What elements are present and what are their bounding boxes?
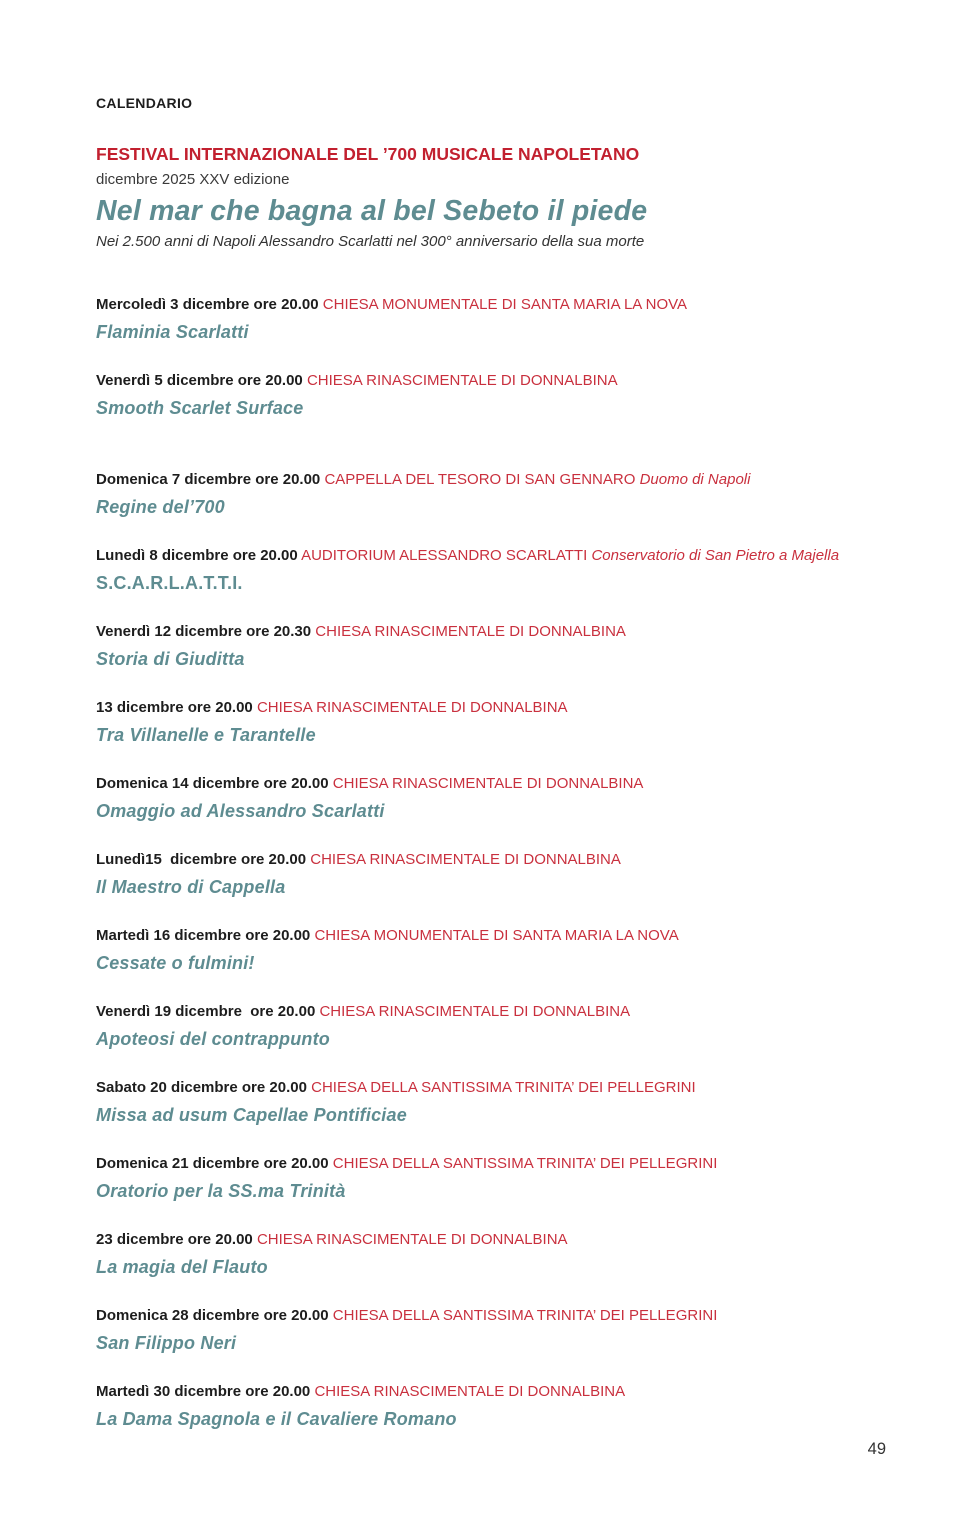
event-venue: CHIESA RINASCIMENTALE DI DONNALBINA	[315, 623, 626, 640]
event-venue-detail: Conservatorio di San Pietro a Majella	[591, 547, 840, 564]
event-date-line	[96, 372, 880, 390]
event-title: Flaminia Scarlatti	[96, 322, 249, 342]
event-item	[96, 1003, 880, 1050]
event-date-line	[96, 1079, 880, 1097]
events-list	[96, 296, 880, 1430]
event-title: Oratorio per la SS.ma Trinità	[96, 1181, 346, 1201]
event-title: Apoteosi del contrappunto	[96, 1029, 330, 1049]
event-item	[96, 927, 880, 974]
event-date-line	[96, 927, 880, 945]
event-date-line	[96, 775, 880, 793]
event-venue: CHIESA RINASCIMENTALE DI DONNALBINA	[306, 372, 617, 389]
event-date-line	[96, 851, 880, 869]
event-date-line	[96, 1155, 880, 1173]
event-date: Martedì 16 dicembre ore 20.00	[96, 927, 311, 944]
edition-line: dicembre 2025 XXV edizione	[96, 171, 290, 188]
event-date: Domenica 7 dicembre ore 20.00	[96, 471, 321, 488]
event-date: Mercoledì 3 dicembre ore 20.00	[96, 296, 319, 313]
event-item	[96, 699, 880, 746]
event-venue: CHIESA MONUMENTALE DI SANTA MARIA LA NOVA	[314, 927, 678, 944]
event-date: 13 dicembre ore 20.00	[96, 699, 253, 716]
event-date-line	[96, 623, 880, 641]
event-title: Cessate o fulmini!	[96, 953, 255, 973]
event-item	[96, 1155, 880, 1202]
event-date: 23 dicembre ore 20.00	[96, 1231, 253, 1248]
event-date: Lunedì 8 dicembre ore 20.00	[96, 547, 298, 564]
event-date: Domenica 28 dicembre ore 20.00	[96, 1307, 329, 1324]
event-title: Tra Villanelle e Tarantelle	[96, 725, 316, 745]
event-venue: CHIESA DELLA SANTISSIMA TRINITA’ DEI PELLEGRINI	[311, 1079, 696, 1096]
event-date-line	[96, 699, 880, 717]
page-number: 49	[867, 1440, 886, 1458]
event-item	[96, 1307, 880, 1354]
event-title: Smooth Scarlet Surface	[96, 398, 304, 418]
program-subtitle: Nei 2.500 anni di Napoli Alessandro Scarlatti nel 300° anniversario della sua morte	[96, 233, 645, 250]
event-date-line	[96, 1307, 880, 1325]
event-date: Sabato 20 dicembre ore 20.00	[96, 1079, 307, 1096]
event-date-line	[96, 1383, 880, 1401]
event-date: Domenica 21 dicembre ore 20.00	[96, 1155, 329, 1172]
event-venue-detail: Duomo di Napoli	[639, 471, 751, 488]
event-date-line	[96, 547, 880, 565]
event-venue: CHIESA DELLA SANTISSIMA TRINITA’ DEI PELLEGRINI	[332, 1155, 718, 1172]
event-item	[96, 296, 880, 343]
event-item	[96, 623, 880, 670]
event-date: Venerdì 19 dicembre ore 20.00	[96, 1003, 316, 1020]
event-date-line	[96, 471, 880, 489]
event-title: Il Maestro di Cappella	[96, 877, 286, 897]
section-kicker: CALENDARIO	[96, 95, 193, 111]
event-item	[96, 851, 880, 898]
event-title: S.C.A.R.L.A.T.T.I.	[96, 573, 243, 593]
event-date: Venerdì 12 dicembre ore 20.30	[96, 623, 312, 640]
event-title: Regine del’7​00	[96, 497, 225, 517]
program-main-title: Nel mar che bagna al bel Sebeto il piede	[96, 195, 648, 227]
event-venue: CAPPELLA DEL TESORO DI SAN GENNARO	[324, 471, 636, 488]
event-item	[96, 471, 880, 518]
event-title: Missa ad usum Capellae Pontificiae	[96, 1105, 407, 1125]
event-item	[96, 1079, 880, 1126]
event-date-line	[96, 1003, 880, 1021]
event-date: Domenica 14 dicembre ore 20.00	[96, 775, 329, 792]
event-item	[96, 1231, 880, 1278]
event-item	[96, 372, 880, 419]
event-venue: CHIESA RINASCIMENTALE DI DONNALBINA	[256, 1231, 567, 1248]
event-date: Martedì 30 dicembre ore 20.00	[96, 1383, 311, 1400]
event-date: Venerdì 5 dicembre ore 20.00	[96, 372, 303, 389]
event-title: Omaggio ad Alessandro Scarlatti	[96, 801, 385, 821]
event-title: San Filippo Neri	[96, 1333, 237, 1353]
event-date-line	[96, 1231, 880, 1249]
event-item	[96, 1383, 880, 1430]
event-item	[96, 775, 880, 822]
event-venue: CHIESA DELLA SANTISSIMA TRINITA’ DEI PELLEGRINI	[332, 1307, 718, 1324]
event-venue: AUDITORIUM ALESSANDRO SCARLATTI	[301, 547, 588, 564]
event-venue: CHIESA RINASCIMENTALE DI DONNALBINA	[256, 699, 567, 716]
event-venue: CHIESA RINASCIMENTALE DI DONNALBINA	[319, 1003, 630, 1020]
event-title: La Dama Spagnola e il Cavaliere Romano	[96, 1409, 457, 1429]
event-title: Storia di Giuditta	[96, 649, 245, 669]
event-venue: CHIESA RINASCIMENTALE DI DONNALBINA	[310, 851, 621, 868]
event-venue: CHIESA RINASCIMENTALE DI DONNALBINA	[332, 775, 643, 792]
event-date: Lunedì15 dicembre ore 20.00	[96, 851, 307, 868]
event-title: La magia del Flauto	[96, 1257, 268, 1277]
festival-title: FESTIVAL INTERNAZIONALE DEL ’700 MUSICALE NAPOLETANO	[96, 144, 640, 164]
event-date-line	[96, 296, 880, 314]
event-venue: CHIESA MONUMENTALE DI SANTA MARIA LA NOVA	[322, 296, 687, 313]
event-venue: CHIESA RINASCIMENTALE DI DONNALBINA	[314, 1383, 625, 1400]
event-item	[96, 547, 880, 594]
